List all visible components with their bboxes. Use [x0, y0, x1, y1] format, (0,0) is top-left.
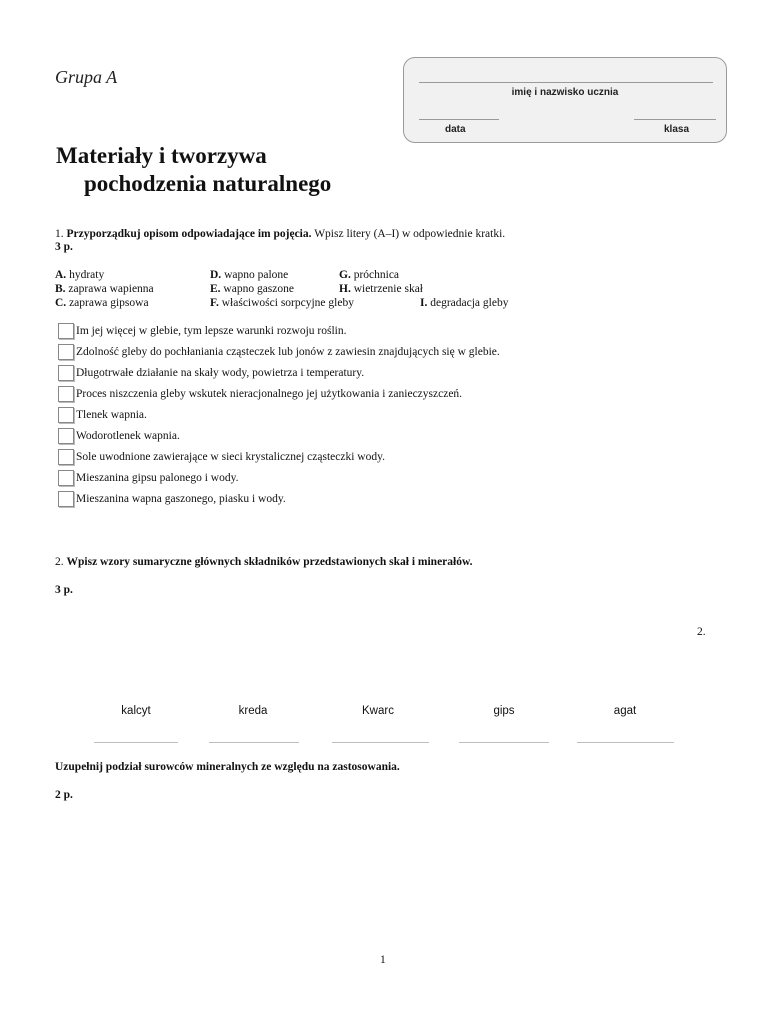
mineral-label-kreda: kreda — [238, 705, 268, 717]
group-label: Grupa A — [55, 67, 118, 87]
list-item: Wodorotlenek wapnia. — [58, 427, 180, 444]
answer-box[interactable] — [58, 407, 74, 423]
q2-number: 2. — [55, 556, 64, 568]
option-g: G. próchnica — [339, 269, 400, 281]
q1-number: 1. — [55, 228, 64, 240]
answer-box[interactable] — [58, 491, 74, 507]
q3-points: 2 p. — [55, 789, 73, 801]
list-item: Mieszanina wapna gaszonego, piasku i wody. — [58, 490, 286, 507]
answer-box[interactable] — [58, 323, 74, 339]
option-e: E. wapno gaszone — [210, 283, 294, 295]
title-line-2: pochodzenia naturalnego — [84, 171, 332, 196]
option-c: C. zaprawa gipsowa — [55, 297, 149, 309]
answer-line-kwarc[interactable] — [332, 742, 429, 743]
q1-instruction-bold: Przyporządkuj opisom odpowiadające im pojęcia. — [66, 228, 312, 240]
q1-instruction — [55, 228, 505, 240]
list-item: Proces niszczenia gleby wskutek nieracjonalnego jej użytkowania i zanieczyszczeń. — [58, 385, 462, 402]
student-info-box — [403, 57, 727, 143]
q1-points: 3 p. — [55, 241, 73, 253]
class-line[interactable] — [634, 119, 716, 120]
answer-line-kreda[interactable] — [209, 742, 299, 743]
list-item: Zdolność gleby do pochłaniania cząsteczek lub jonów z zawiesin znajdujących się w glebie. — [58, 343, 500, 360]
date-line[interactable] — [419, 119, 499, 120]
answer-line-gips[interactable] — [459, 742, 549, 743]
option-i: I. degradacja gleby — [420, 297, 509, 309]
q2-instruction-bold: Wpisz wzory sumaryczne głównych składników przedstawionych skał i minerałów. — [66, 556, 473, 568]
list-item: Mieszanina gipsu palonego i wody. — [58, 469, 238, 486]
q2-instruction — [55, 556, 473, 568]
answer-line-kalcyt[interactable] — [94, 742, 178, 743]
option-a: A. hydraty — [55, 269, 105, 281]
option-b: B. zaprawa wapienna — [55, 283, 154, 295]
mineral-label-kwarc: Kwarc — [362, 705, 394, 717]
answer-box[interactable] — [58, 470, 74, 486]
student-name-label: imię i nazwisko ucznia — [511, 87, 619, 98]
list-item: Sole uwodnione zawierające w sieci krystalicznej cząsteczki wody. — [58, 448, 385, 465]
q2-side-number: 2. — [697, 626, 706, 638]
list-item: Długotrwałe działanie na skały wody, powietrza i temperatury. — [58, 364, 364, 381]
mineral-label-kalcyt: kalcyt — [121, 705, 151, 717]
answer-box[interactable] — [58, 365, 74, 381]
answer-box[interactable] — [58, 428, 74, 444]
answer-box[interactable] — [58, 386, 74, 402]
answer-box[interactable] — [58, 344, 74, 360]
option-f: F. właściwości sorpcyjne gleby — [210, 297, 354, 309]
mineral-label-gips: gips — [493, 705, 515, 717]
mineral-label-agat: agat — [613, 705, 637, 717]
list-item: Tlenek wapnia. — [58, 406, 147, 423]
date-label: data — [445, 124, 466, 135]
class-label: klasa — [664, 124, 690, 135]
student-name-line[interactable] — [419, 82, 713, 83]
q2-points: 3 p. — [55, 584, 73, 596]
page-title — [56, 142, 331, 198]
answer-line-agat[interactable] — [577, 742, 674, 743]
list-item: Im jej więcej w glebie, tym lepsze warunki rozwoju roślin. — [58, 322, 347, 339]
option-d: D. wapno palone — [210, 269, 289, 281]
option-h: H. wietrzenie skał — [339, 283, 423, 295]
page-number: 1 — [380, 954, 386, 966]
q3-instruction: Uzupełnij podział surowców mineralnych ze względu na zastosowania. — [55, 761, 400, 773]
title-line-1: Materiały i tworzywa — [56, 143, 267, 168]
q1-note: Wpisz litery (A–I) w odpowiednie kratki. — [314, 228, 506, 240]
answer-box[interactable] — [58, 449, 74, 465]
